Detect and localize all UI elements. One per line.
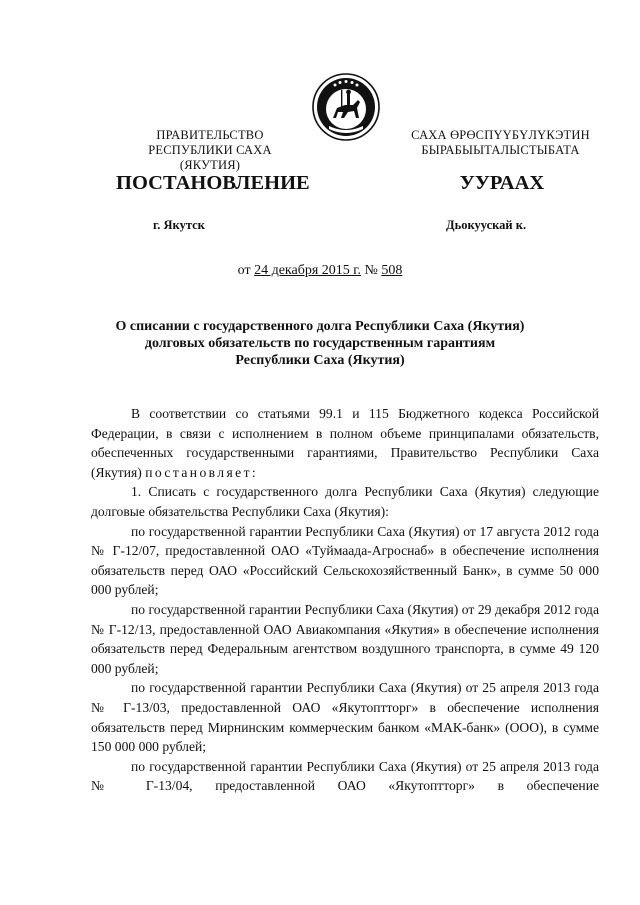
- title-line-1: О списании с государственного долга Республики Саха (Якутия): [115, 319, 525, 334]
- city-sah: Дьокуускай к.: [446, 218, 527, 232]
- paragraph-guarantee-2: по государственной гарантии Республики Саха (Якутия) от 29 декабря 2012 года № Г-12/13, предоставленной ОАО Авиакомпания «Якутия» в обеспечение исполнения обязательств перед Федеральным агентством воздушного транспорта, в сумме 49 120 000 рублей;: [91, 601, 599, 676]
- paragraph-preamble: [91, 404, 599, 482]
- paragraph-guarantee-1: по государственной гарантии Республики Саха (Якутия) от 17 августа 2012 года № Г-12/07, предоставленной ОАО «Туймаада-Агроснаб» в обеспечение исполнения обязательств перед ОАО «Российский Сельскохозяйственный Банк», в сумме 50 000 000 рублей;: [91, 523, 599, 598]
- paragraph-guarantee-3: по государственной гарантии Республики Саха (Якутия) от 25 апреля 2013 года № Г-13/03, предоставленной ОАО «Якутоптторг» в обеспечение исполнения обязательств перед Мирнинским коммерческим банком «МАК-банк» (ООО), в сумме 150 000 000 рублей;: [91, 680, 599, 755]
- city-ru: г. Якутск: [153, 218, 205, 232]
- document-body: [91, 404, 599, 796]
- gov-line-2-sah: БЫРАБЫЫТАЛЫСТЫБАТА: [421, 143, 580, 157]
- government-name-ru: [120, 128, 300, 173]
- coat-of-arms-sakha-icon: [311, 72, 381, 142]
- gov-line-1: ПРАВИТЕЛЬСТВО: [156, 128, 264, 142]
- paragraph-guarantee-4: по государственной гарантии Республики Саха (Якутия) от 25 апреля 2013 года № Г-13/04, предоставленной ОАО «Якутоптторг» в обеспечение: [91, 758, 599, 794]
- date-prefix: от: [237, 263, 255, 278]
- title-line-3: Республики Саха (Якутия): [235, 353, 405, 368]
- gov-line-1-sah: САХА ӨРӨСПҮҮБҮЛҮКЭТИН: [411, 128, 590, 142]
- doc-type-sah: УУРААХ: [459, 172, 545, 194]
- preamble-text: В соответствии со статьями 99.1 и 115 Бюджетного кодекса Российской Федерации, в связи с исполнением в полном объеме принципалами обязательств, обеспеченных государственными гарантиями, Правительство Республики Саха (Якутия): [91, 406, 599, 480]
- document-title: [100, 318, 540, 369]
- decree-word: постановляет:: [145, 464, 259, 480]
- number-sign: №: [360, 263, 382, 278]
- gov-line-2: РЕСПУБЛИКИ САХА (ЯКУТИЯ): [148, 143, 272, 172]
- paragraph-item-1: 1. Списать с государственного долга Республики Саха (Якутия) следующие долговые обязательства Республики Саха (Якутия):: [91, 484, 599, 519]
- decree-number: 508: [381, 263, 403, 278]
- doc-type-ru: ПОСТАНОВЛЕНИЕ: [116, 172, 310, 194]
- decree-date: 24 декабря 2015 г.: [254, 263, 361, 278]
- title-line-2: долговых обязательств по государственным гарантиям: [144, 336, 496, 351]
- government-name-sah: [388, 128, 613, 158]
- date-number-line: [0, 263, 640, 279]
